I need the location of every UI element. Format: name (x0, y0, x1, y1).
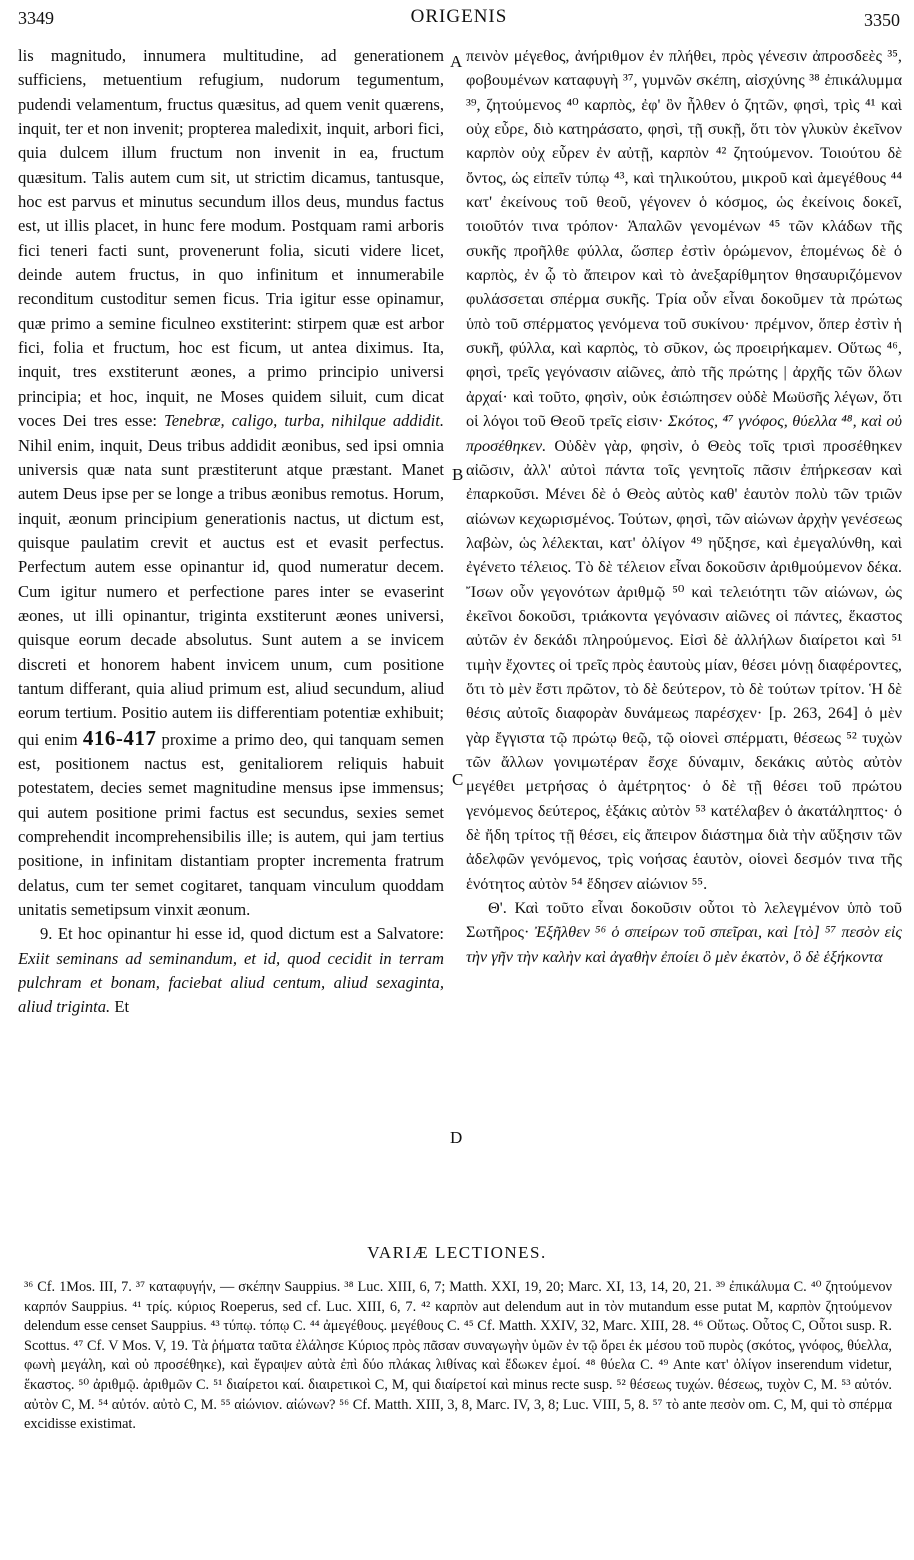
latin-paragraph-1 (18, 44, 444, 922)
greek-quotation: Σκότος, ⁴⁷ γνόφος, θύελλα ⁴⁸, καὶ οὐ προσέθηκεν. (466, 411, 902, 455)
greek-text: πεινὸν μέγεθος, ἀνήριθμον ἐν πλήθει, πρὸς γένεσιν ἀπροσδεὲς ³⁵, φοβουμένων καταφυγὴ ³⁷, γυμνῶν σκέπη, αἰσχύνης ³⁸ ἐπικάλυμμα ³⁹, ζητούμενος ⁴⁰ καρπὸς, ἐφ' ὃν ἦλθεν ὁ ζητῶν, φησὶ, τρὶς ⁴¹ καὶ οὐχ εὗρε, διὸ κατηράσατο, φησὶ, τῇ συκῇ, ὅτι τὸν γλυκὺν ἐκεῖνον καρπὸν οὐχ εὗρεν ἐν αὐτῇ, καρπὸν ⁴² ζητούμενον. Τοιούτου δὲ ὄντος, ὡς εἰπεῖν τύπῳ ⁴³, καὶ τηλικούτου, μικροῦ καὶ ἀμεγέθους ⁴⁴ κατ' ἐκείνους τοῦ θεοῦ, γέγονεν ὁ κόσμος, ὡς ἐκείνοις δοκεῖ, τοιοῦτόν τινα τρόπον· Ἁπαλῶν γενομένων ⁴⁵ τῶν κλάδων τῆς συκῆς προῆλθε φύλλα, ὥσπερ ἐστὶν ὁρώμενον, ἑπομένως δὲ ὁ καρπὸς, ἐν ᾧ τὸ ἄπειρον καὶ τὸ ἀνεξαρίθμητον θησαυριζόμενον φυλάσσεται σπέρμα συκῆς. Τρία οὖν εἶναι δοκοῦμεν τὰ πρώτως ὑπὸ τοῦ σπέρματος γενόμενα τοῦ συκίνου· πρέμνον, ὅπερ ἐστὶν ἡ συκῆ, φύλλα, καὶ καρπὸς, τὸ σῦκον, ὡς προειρήκαμεν. Οὕτως ⁴⁶, φησὶ, τρεῖς γεγόνασιν αἰῶνες, ἀπὸ τῆς πρώτης | ἀρχῆς τῶν ὅλων ἀρχαί· καὶ τοῦτο, φησὶν, οὐκ ἐσιώπησεν οὐδὲ Μωϋσῆς λέγων, ὅτι οἱ λόγοι τοῦ Θεοῦ τρεῖς εἰσιν· (466, 46, 902, 431)
greek-paragraph-1 (466, 44, 902, 896)
running-title: ORIGENIS (410, 6, 508, 27)
latin-quotation: Tenebræ, caligo, turba, nihilque addidit. (163, 411, 444, 431)
greek-text-continued: Οὐδὲν γὰρ, φησὶν, ὁ Θεὸς τοῖς τρισὶ προσέθηκεν αἰῶσιν, ἀλλ' αὐτοὶ πάντα τοῖς γενητοῖς πᾶσιν ἐπήρκεσαν καὶ ἐπαρκοῦσι. Μένει δὲ ὁ Θεὸς αὐτὸς καθ' ἑαυτὸν πολὺ τῶν τριῶν αἰώνων κεχωρισμένος. Τούτων, φησὶ, τῶν αἰώνων ἀρχὴν γενέσεως λαβὼν, ὡς λέλεκται, κατ' ὀλίγον ⁴⁹ ηὔξησε, καὶ ἐμεγαλύνθη, καὶ ἐγένετο τέλειος. Τὸ δὲ τέλειον εἶναι δοκοῦσιν ἀριθμούμενον δέκα. Ἴσων οὖν γεγονότων ἀριθμῷ ⁵⁰ καὶ τελειότητι τῶν αἰώνων, ὡς ἐκεῖνοι δοκοῦσι, τριάκοντα γεγόνασιν αἰῶνες οἱ πάντες, ἕκαστος αὐτῶν ἐν δεκάδι πληρούμενος. Εἰσὶ δὲ ἀλλήλων διαίρετοι καὶ ⁵¹ τιμὴν ἔχοντες οἱ τρεῖς πρὸς ἑαυτοὺς μίαν, θέσει μόνῃ διαφέροντες, ὅτι τὸ μὲν ἔστι πρῶτον, τὸ δὲ δεύτερον, τὸ δὲ τούτων τρίτον. Ἡ δὲ θέσις αὐτοῖς διαφορὰν δυνάμεως παρέσχεν· [p. 263, 264] ὁ μὲν γὰρ ἔγγιστα τῷ πρώτῳ θεῷ, τῷ οἱονεὶ σπέρματι, θέσεως ⁵² τυχὼν τῶν ἄλλων γονιμωτέραν ἔσχε δύναμιν, δεκάκις αὐτὸς αὐτὸν μεγέθει μετρήσας ὁ ἀμέτρητος· ὁ δὲ τῇ θέσει τοῦ πρώτου γενόμενος δεύτερος, ἑξάκις αὐτὸν ⁵³ κατέλαβεν ὁ ἀκατάληπτος· ὁ δὲ ἤδη τρίτος τῇ θέσει, εἰς ἄπειρον διάστημα διὰ τὴν αὔξησιν τῶν ἀδελφῶν γενόμενος, τρὶς νοήσας ἑαυτὸν, οἱονεὶ δεσμόν τινα τῆς ἑνότητος αὐτὸν ⁵⁴ ἔδησεν αἰώνιον ⁵⁵. (466, 435, 902, 893)
page-reference: 416-417 (82, 725, 157, 750)
margin-marker-c: C (452, 770, 464, 789)
left-page-number: 3349 (18, 8, 54, 28)
latin-section-text: 9. Et hoc opinantur hi esse id, quod dictum est a Salvatore: (40, 924, 444, 944)
latin-text-continued: Nihil enim, inquit, Deus tribus addidit æonibus, sed ipsi omnia universis quæ nata sunt præstiterunt atque præstant. Manet autem Deus ipse per se longe a tribus æonibus remotus. Horum, inquit, æonum principium generationis nactus, ut dictum est, quisque paulatim crevit et auctus est et evasit perfectus. Perfectum autem esse opinantur id, quod numeratur decem. Cum igitur numero et perfectione pares inter se evaserint æones, ut illi opinantur, triginta exstiterunt æones universi, quisque eorum decade absolutus. Sunt autem a se invicem discreti et honorem habent invicem unum, cum positione tantum differant, quia aliud primum est, aliud secundum, aliud eorum tertium. Positio autem iis differentiam potentiæ exhibuit; qui enim (18, 435, 444, 749)
right-page-number: 3350 (864, 10, 900, 30)
greek-paragraph-2 (466, 896, 902, 969)
notes-heading: VARIÆ LECTIONES. (367, 1243, 547, 1262)
greek-column (466, 44, 902, 1224)
latin-text-end: proxime a primo deo, qui tanquam semen est, positionem nactus est, genitaliorem reliquis habuit potestatem, decies semet magnitudine mensus ipse immensus; qui autem positione primi factus est secundus, sexies semet comprehendit incomprehensibilis ille; is autem, qui jam tertius positione, in infinitam distantiam propter incrementa fratrum delatus, cum ter semet cogitaret, tanquam vinculum quoddam unitatis semetipsum vinxit æonum. (18, 729, 444, 920)
latin-trailing-word: Et (114, 997, 130, 1017)
latin-column (18, 44, 444, 1224)
greek-section-text: Θ'. Καὶ τοῦτο εἶναι δοκοῦσιν οὗτοι τὸ λελεγμένον ὑπὸ τοῦ Σωτῆρος· (466, 898, 902, 942)
variant-readings (24, 1278, 892, 1435)
latin-scripture-quote: Exiit seminans ad seminandum, et id, quod cecidit in terram pulchram et bonam, faciebat aliud centum, aliud sexaginta, aliud triginta. (18, 948, 444, 1017)
margin-marker-b: B (452, 465, 464, 484)
running-header (18, 6, 900, 32)
notes-text: ³⁶ Cf. 1Mos. III, 7. ³⁷ καταφυγήν, — σκέπην Sauppius. ³⁸ Luc. XIII, 6, 7; Matth. XXI, 19, 20; Marc. XI, 13, 14, 20, 21. ³⁹ ἐπικάλυμα C. ⁴⁰ ζητούμενον καρπόν Sauppius. ⁴¹ τρίς. κύριος Roeperus, sed cf. Luc. XIII, 6, 7. ⁴² καρπὸν aut delendum aut in τὸν mutandum esse putat M, καρπὸν ζητούμενον delendum esse censet Sauppius. ⁴³ τύπῳ. τόπῳ C. ⁴⁴ ἀμεγέθους. μεγέθους C. ⁴⁵ Cf. Matth. XXIV, 32, Marc. XIII, 28. ⁴⁶ Οὕτως. Οὗτος C, Οὗτοι susp. R. Scottus. ⁴⁷ Cf. V Mos. V, 19. Τὰ ῥήματα ταῦτα ἐλάλησε Κύριος πρὸς πᾶσαν συναγωγὴν ὑμῶν ἐν τῷ ὄρει ἐκ μέσου τοῦ πυρὸς (σκότος, γνόφος, θύελλα, φωνὴ μεγάλη, καὶ οὐ προσέθηκε), καὶ ἔγραψεν αὐτὰ ἐπὶ δύο πλάκας λιθίνας καὶ ἔδωκεν ἐμοί. ⁴⁸ θύελα C. ⁴⁹ Ante κατ' ὀλίγον inserendum videtur, ἕκαστος. ⁵⁰ ἀριθμῷ. ἀριθμῶν C. ⁵¹ διαίρετοι καί. διαιρετικοὶ C, M, qui διαίρετοί καὶ minus recte susp. ⁵² θέσεως τυχών. θέσεως, τυχὸν C, M. ⁵³ αὐτόν. αὐτὸν C, M. ⁵⁴ αὐτόν. αὐτὸ C, M. ⁵⁵ αἰώνιον. αἰώνων? ⁵⁶ Cf. Matth. XIII, 3, 8, Marc. IV, 3, 8; Luc. VIII, 5, 8. ⁵⁷ τὸ ante πεσὸν om. C, M, qui τὸ σπέρμα excidisse existimat. (24, 1279, 892, 1433)
margin-marker-a: A (450, 52, 463, 71)
latin-paragraph-2 (18, 922, 444, 1019)
greek-scripture-quote: Ἐξῆλθεν ⁵⁶ ὁ σπείρων τοῦ σπεῖραι, καὶ [τὸ] ⁵⁷ πεσὸν εἰς τὴν γῆν τὴν καλὴν καὶ ἀγαθὴν ἐποίει ὃ μὲν ἑκατὸν, ὃ δὲ ἑξήκοντα (466, 922, 902, 966)
margin-marker-d: D (450, 1128, 463, 1147)
latin-text: lis magnitudo, innumera multitudine, ad generationem sufficiens, metuentium refugium, nudorum tegumentum, pudendi velamentum, fructus quæsitus, ad quem venit quærens, inquit, ter et non invenit; propterea maledixit, inquit, arbori fici, quia dulcem illum fructum non invenit in ea, fructum quæsitum. Talis autem cum sit, ut strictim dicamus, tantusque, hoc est parvus et minutus secundum illos deus, mundus factus est, ut illis placet, in hunc fere modum. Postquam rami arboris fici teneri facti sunt, provenerunt folia, sicuti videre licet, deinde autem fructus, in quo infinitum et innumerabile reconditum custoditur semen ficus. Tria igitur esse opinamur, quæ primo a semine ficulneo exstiterint: stirpem quæ est arbor fici, folia et fructum, hoc est ficum, ut antea diximus. Ita, inquit, tres exstiterunt æones, a primo principio universi principia; et hoc, inquit, ne Moses quidem siluit, cum dicat voces Dei tres esse: (18, 46, 444, 431)
